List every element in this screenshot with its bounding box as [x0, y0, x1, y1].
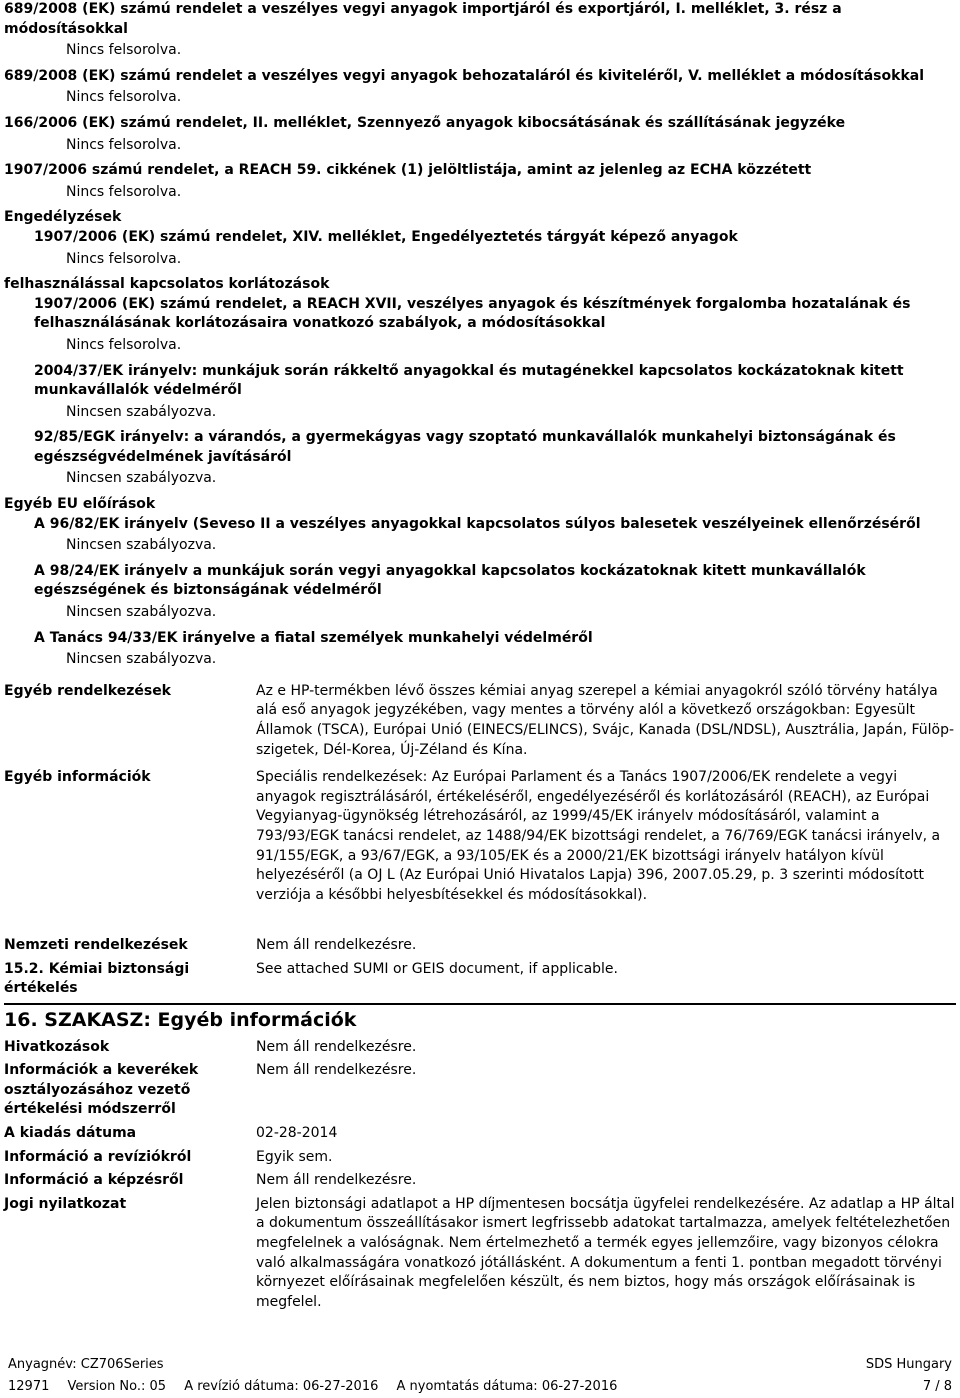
info-row	[4, 682, 956, 760]
reg-block	[4, 0, 956, 61]
version-number: Version No.: 05	[67, 1379, 167, 1395]
info-row	[4, 960, 956, 999]
info-row	[4, 936, 956, 956]
revision-date: A revízió dátuma: 06-27-2016	[184, 1379, 379, 1395]
reg-value: Nincs felsorolva.	[66, 42, 182, 59]
info-row	[4, 768, 956, 928]
info-label: Jogi nyilatkozat	[4, 1195, 127, 1212]
info-label: Információk a keverékek osztályozásához vezető értékelési módszerről	[4, 1062, 199, 1118]
reg-value: Nincsen szabályozva.	[66, 470, 217, 487]
info-row	[4, 1148, 956, 1168]
info-row	[4, 1124, 956, 1144]
info-text: Nem áll rendelkezésre.	[256, 1172, 417, 1189]
reg-value: Nincs felsorolva.	[66, 183, 182, 200]
info-label: A kiadás dátuma	[4, 1124, 137, 1141]
info-label: Információ a képzésről	[4, 1172, 184, 1189]
reg-block	[34, 428, 956, 489]
reg-title: 1907/2006 (EK) számú rendelet, XIV. melléklet, Engedélyeztetés tárgyát képező anyagok	[34, 228, 738, 245]
reg-title: A Tanács 94/33/EK irányelve a fiatal személyek munkahelyi védelméről	[34, 629, 593, 646]
info-text: Nem áll rendelkezésre.	[256, 937, 417, 954]
reg-block	[34, 562, 956, 623]
reg-title: 2004/37/EK irányelv: munkájuk során rákkeltő anyagokkal és mutagénekkel kapcsolatos kockázatoknak kitett munkavállalók védelméről	[34, 362, 904, 399]
info-text: Nem áll rendelkezésre.	[256, 1038, 417, 1055]
reg-block	[34, 515, 956, 556]
reg-value: Nincs felsorolva.	[66, 89, 182, 106]
info-label: Hivatkozások	[4, 1038, 110, 1055]
reg-value: Nincsen szabályozva.	[66, 604, 217, 621]
reg-block	[4, 114, 956, 155]
reg-title: A 98/24/EK irányelv a munkájuk során vegyi anyagokkal kapcsolatos kockázatoknak kitett munkavállalók egészségének és biztonságának védelméről	[34, 562, 866, 599]
sds-region: SDS Hungary	[865, 1357, 952, 1372]
info-text: Speciális rendelkezések: Az Európai Parlament és a Tanács 1907/2006/EK rendelete a vegyi anyagok regisztrálásáról, értékeléséről, engedélyezéséről és korlátozásáról (REACH), az Európai Vegyianyag-ügynökség létrehozásáról, az 1999/45/EK irányelv módosításáról, valamint a 793/93/EGK tanácsi rendelet, az 1488/94/EK bizottsági rendelet, a 76/769/EGK tanácsi irányelv, a 91/155/EGK, a 93/67/EGK, a 93/105/EK és a 2000/21/EK bizottsági irányelv hatályon kívül helyezéséről (a OJ L (Az Európai Unió Hivatalos Lapja) 396, 2007.05.29, p. 3 szerinti módosított verziója a későbbi helyesbítésekkel és módosításokkal).	[256, 769, 941, 903]
info-text: Nem áll rendelkezésre.	[256, 1062, 417, 1079]
info-row	[4, 1171, 956, 1191]
reg-block	[34, 362, 956, 423]
reg-title: 1907/2006 (EK) számú rendelet, a REACH XVII, veszélyes anyagok és készítmények forgalomba hozatalának és felhasználásának korlátozásaira vonatkozó szabályok, a módosításokkal	[34, 295, 911, 332]
reg-title: 689/2008 (EK) számú rendelet a veszélyes vegyi anyagok behozataláról és kiviteléről, V. melléklet a módosításokkal	[4, 67, 924, 84]
korlatozasok-heading: felhasználással kapcsolatos korlátozások	[4, 276, 330, 293]
info-text: Egyik sem.	[256, 1148, 333, 1165]
egyeb-eu-heading: Egyéb EU előírások	[4, 496, 156, 513]
reg-title: 166/2006 (EK) számú rendelet, II. melléklet, Szennyező anyagok kibocsátásának és szállításának jegyzéke	[4, 114, 846, 131]
engedelyezesek-heading: Engedélyzések	[4, 209, 122, 226]
reg-title: 92/85/EGK irányelv: a várandós, a gyermekágyas vagy szoptató munkavállalók munkahelyi biztonságának és egészségvédelmének javításáról	[34, 429, 896, 465]
reg-value: Nincs felsorolva.	[66, 136, 182, 153]
reg-block	[4, 67, 956, 108]
product-name: Anyagnév: CZ706Series	[8, 1357, 164, 1372]
info-text: 02-28-2014	[256, 1124, 338, 1141]
reg-title: 689/2008 (EK) számú rendelet a veszélyes vegyi anyagok importjáról és exportjáról, I. melléklet, 3. rész a módosításokkal	[4, 1, 842, 37]
reg-value: Nincs felsorolva.	[66, 336, 182, 353]
reg-block	[4, 161, 956, 202]
reg-block	[34, 228, 956, 269]
info-row	[4, 1195, 956, 1313]
document-page	[4, 0, 956, 1312]
doc-id: 12971	[8, 1379, 50, 1395]
section-16-title: 16. SZAKASZ: Egyéb információk	[4, 1003, 956, 1034]
info-label: Egyéb rendelkezések	[4, 682, 171, 699]
reg-title: 1907/2006 számú rendelet, a REACH 59. cikkének (1) jelöltlistája, amint az jelenleg az ECHA közzétett	[4, 162, 812, 179]
info-row	[4, 1038, 956, 1058]
reg-value: Nincsen szabályozva.	[66, 403, 217, 420]
page-footer	[8, 1356, 952, 1396]
print-date: A nyomtatás dátuma: 06-27-2016	[396, 1379, 618, 1395]
info-label: Nemzeti rendelkezések	[4, 937, 188, 954]
reg-block	[34, 295, 956, 356]
info-label: Információ a revíziókról	[4, 1148, 192, 1165]
reg-value: Nincs felsorolva.	[66, 250, 182, 267]
reg-block	[34, 629, 956, 670]
reg-title: A 96/82/EK irányelv (Seveso II a veszélyes anyagokkal kapcsolatos súlyos balesetek veszélyeinek ellenőrzéséről	[34, 515, 921, 532]
info-row	[4, 1061, 956, 1120]
page-number: 7 / 8	[922, 1379, 952, 1395]
info-text: Az e HP-termékben lévő összes kémiai anyag szerepel a kémiai anyagokról szóló törvény hatálya alá eső anyagok jegyzékében, vagy mentes a törvény alól a következő országokban: Egyesült Államok (TSCA), Európai Unió (EINECS/ELINCS), Svájc, Kanada (DSL/NDSL), Ausztrália, Japán, Fülöp-szigetek, Dél-Korea, Új-Zéland és Kína.	[256, 682, 955, 758]
reg-value: Nincsen szabályozva.	[66, 651, 217, 668]
info-label: Egyéb információk	[4, 769, 151, 786]
info-label: 15.2. Kémiai biztonsági értékelés	[4, 960, 190, 997]
reg-value: Nincsen szabályozva.	[66, 537, 217, 554]
info-text: See attached SUMI or GEIS document, if applicable.	[256, 960, 618, 977]
info-text: Jelen biztonsági adatlapot a HP díjmentesen bocsátja ügyfelei rendelkezésére. Az adatlap a HP által a dokumentum összeállításakor ismert legfrissebb adatokat tartalmazza, amelyek feltételezhetően megfelelnek a valóságnak. Nem értelmezhető a termék egyes jellemzőire, vagy bizonyos célokra való alkalmasságára vonatkozó jótállásként. A dokumentum a fenti 1. pontban megadott törvényi környezet előírásainak megfelelően készült, és nem biztos, hogy más országok előírásainak is megfelel.	[256, 1195, 955, 1310]
